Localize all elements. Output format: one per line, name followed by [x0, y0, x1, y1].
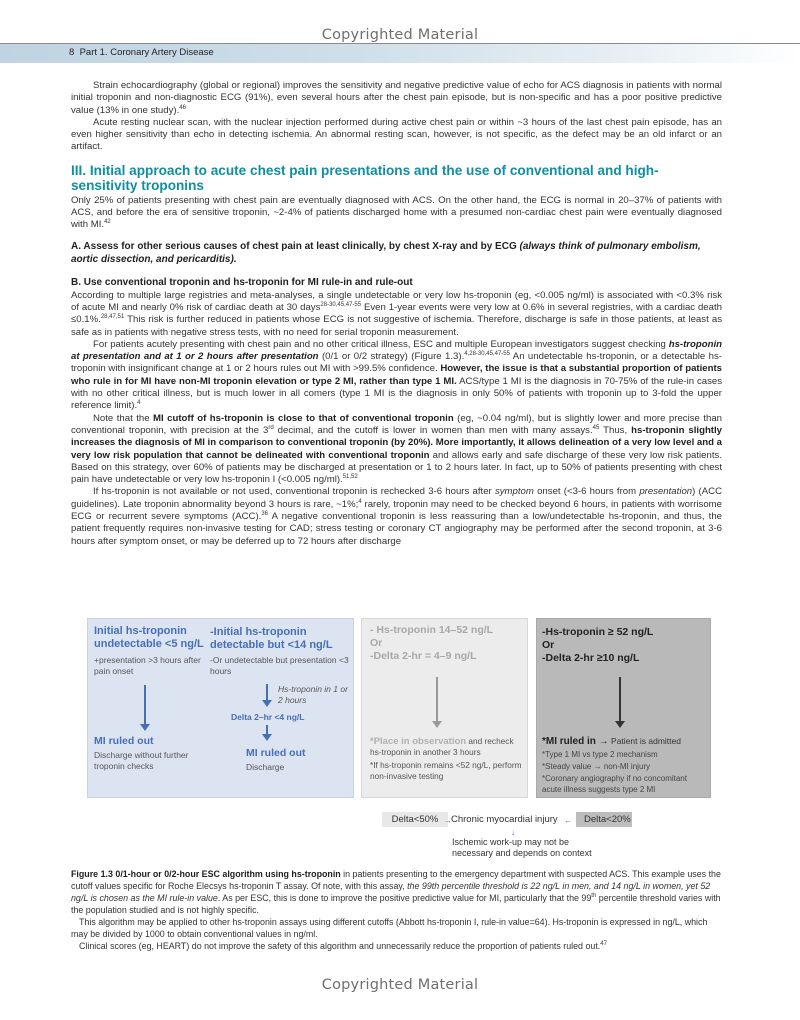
rule-in-result: *MI ruled in → Patient is admitted	[542, 736, 681, 747]
observe-line2: Or	[370, 637, 383, 649]
paragraph-esc-strategy: For patients acutely presenting with chest pain and no other critical illness, ESC and multiple European investigators suggest checking hs-troponin at presentation and at 1 or 2 hours after presentation (0/1 or 0/2 strategy) (Figure 1.3).$^{4,28-30,45,47-55}$ An undetectable hs-troponin, or a detectable hs-troponin with insignificant change at 1 or 2 hours rules out MI with >99.5% confidence. However, the issue is that a substantial proportion of patients who rule in for MI have non-MI troponin elevation or type 2 MI, rather than type 1 MI. ACS/type 1 MI is the diagnosis in 70-75% of the rule-in cases with no other critical illness, but is much lower in all comers (type 1 MI is the diagnosis in only 50% of patients with troponin up to 3-fold the upper reference limit).$^4$	[71, 338, 722, 412]
col1-arrow-icon	[144, 685, 146, 725]
paragraph-acs-stats: Only 25% of patients presenting with chest pain are eventually diagnosed with ACS. On the other hand, the ECG is normal in 20–37% of patients with ACS, and before the era of sensitive troponin, ~2-4% of patients discharged home with a presumed non-cardiac chest pain were eventually diagnosed with MI.$^{42}$	[71, 194, 722, 231]
rule-out-box	[87, 618, 354, 798]
rule-in-box	[536, 618, 711, 798]
arrow-left-icon: ←	[564, 816, 572, 825]
col1-heading: Initial hs-troponin undetectable <5 ng/L	[94, 625, 204, 650]
body-text	[71, 80, 722, 548]
paragraph-strain-echo: Strain echocardiography (global or regional) improves the sensitivity and negative predictive value of echo for ACS diagnosis in patients with normal initial troponin and non-diagnostic ECG (91%), even several hours after the chest pain episode, but is non-specific and has a poor positive predictive value (13% in one study).$^{46}$	[71, 80, 722, 116]
col2-delta: Delta 2–hr <4 ng/L	[231, 712, 305, 722]
col1-result: MI ruled out	[94, 735, 154, 747]
rule-in-arrow-icon	[619, 677, 621, 722]
col2-arrow-label: Hs-troponin in 1 or 2 hours	[278, 684, 348, 705]
col1-result-note: Discharge without further troponin checks	[94, 750, 189, 771]
observe-result-2: *If hs-troponin remains <52 ng/L, perform non-invasive testing	[370, 760, 522, 781]
observe-line3: -Delta 2-hr = 4–9 ng/L	[370, 650, 477, 662]
observe-line1: - Hs-troponin 14–52 ng/L	[370, 624, 494, 636]
paragraph-conventional-troponin: If hs-troponin is not available or not used, conventional troponin is rechecked 3-6 hours after symptom onset (<3-6 hours from presentation) (ACC guidelines). Late troponin abnormality beyond 3 hours is rare, ~1%;$^4$ rarely, troponin may need to be checked beyond 6 hours, in patients with worrisome ECG or recurrent severe symptoms (ACC).$^{36}$ A negative conventional troponin is less reassuring than a low/undetectable hs-troponin, and thus, the patient frequently requires non-invasive testing for CAD; stress testing or coronary CT angiography may be performed after the second troponin, at 3-6 hours after symptom onset, or may be deferred up to 72 hours after discharge	[71, 486, 722, 547]
watermark-top: Copyrighted Material	[321, 27, 479, 43]
col2-result: MI ruled out	[246, 747, 306, 759]
rule-in-line1: -Hs-troponin ≥ 52 ng/L	[542, 626, 654, 638]
caption-paragraph-3: Clinical scores (eg, HEART) do not improve the safety of this algorithm and unnecessarily reduce the proportion of patients ruled out.$^{47}$	[79, 941, 607, 951]
col2-result-note: Discharge	[246, 762, 285, 772]
page-number: 8	[69, 47, 75, 58]
subheading-b: B. Use conventional troponin and hs-troponin for MI rule-in and rule-out	[71, 276, 413, 288]
rule-in-bullet: *Coronary angiography if no concomitant acute illness suggests type 2 MI	[542, 774, 687, 794]
observe-result: *Place in observation and recheck hs-troponin in another 3 hours	[370, 736, 514, 757]
watermark-bottom: Copyrighted Material	[321, 977, 479, 993]
delta-right-badge: Delta<20%	[576, 812, 632, 827]
observe-box	[361, 618, 528, 798]
paragraph-nuclear-scan: Acute resting nuclear scan, with the nuclear injection performed during active chest pain or within ~3 hours of the last chest pain episode, has an even higher sensitivity than echo in detecting ischemia. An abnormal resting scan, however, is not specific, as the defect may be an old infarct or an artifact.	[71, 116, 722, 153]
col1-note: +presentation >3 hours after pain onset	[94, 655, 201, 676]
part-title: Part 1. Coronary Artery Disease	[79, 47, 214, 58]
caption-paragraph-1: Figure 1.3 0/1-hour or 0/2-hour ESC algorithm using hs-troponin in patients presenting to the emergency department with suspected ACS. This example uses the cutoff values specific for Roche Elecsys hs-troponin T assay. Of note, with this assay, the 99th percentile threshold is 22 ng/L in men, and 14 ng/L in women, yet 52 ng/L is chosen as the MI rule-in value. As per ESC, this is done to improve the positive predictive value for MI, particularly that the 99th percentile threshold varies with the population studied and is not highly specific.	[71, 869, 721, 915]
paragraph-registries: According to multiple large registries and meta-analyses, a single undetectable or very low hs-troponin (eg, <0.005 ng/ml) is associated with <0.3% risk of acute MI and nearly 0% risk of cardiac death at 30 days$^{28-30,45,47-55}$ Even 1-year events were very low at 0.6% in several registries, with a cardiac death ≤0.1%.$^{28,47,51}$ This risk is further reduced in patients whose ECG is not suggestive of ischemia. Therefore, discharge is safe in those patients, at least as safe as in patients with negative stress tests, with no need for serial troponin measurement.	[71, 289, 722, 338]
figure-esc-algorithm	[87, 618, 721, 860]
chronic-injury-label: Chronic myocardial injury	[451, 814, 558, 825]
arrow-down-icon: ↓	[511, 828, 515, 837]
col2-arrow2-icon	[266, 725, 268, 735]
paragraph-mi-cutoff: Note that the MI cutoff of hs-troponin is close to that of conventional troponin (eg, ~0.04 ng/ml), but is slightly lower and more precise than conventional troponin, with precision at the 3rd decimal, and the cutoff is lower in women than men with many assays.$^{45}$ Thus, hs-troponin slightly increases the diagnosis of MI in comparison to conventional troponin (by 20%). More importantly, it allows delineation of a very low level and a very low risk population that cannot be delineated with conventional troponin and allows early and safe discharge of these very low risk patients. Based on this strategy, over 60% of patients may be discharged at presentation or 1 to 2 hours later. In fact, up to 50% of patients presenting with chest pain have undetectable or very low hs-troponin I (<0.005 ng/ml).$^{51,52}$	[71, 412, 723, 486]
rule-in-bullet: *Steady value → non-MI injury	[542, 762, 651, 771]
rule-in-line2: Or	[542, 639, 555, 651]
ischemic-workup-note: Ischemic work-up may not be necessary and depends on context	[452, 837, 592, 858]
col2-note: -Or undetectable but presentation <3 hours	[210, 655, 349, 676]
section-heading: III. Initial approach to acute chest pain presentations and the use of conventional and high-sensitivity troponins	[71, 162, 659, 193]
rule-in-bullet: *Type 1 MI vs type 2 mechanism	[542, 750, 658, 759]
arrow-right-icon: →	[444, 816, 452, 825]
running-header-text	[69, 47, 214, 58]
col2-arrow-icon	[266, 684, 268, 701]
col2-heading: -Initial hs-troponin detectable but <14 ng/L	[210, 626, 333, 651]
subheading-a: A. Assess for other serious causes of chest pain at least clinically, by chest X-ray and by ECG (always think of pulmonary embolism, aortic dissection, and pericarditis).	[71, 240, 701, 265]
running-header	[0, 43, 800, 63]
delta-left-badge: Delta<50%	[382, 812, 448, 827]
caption-paragraph-2: This algorithm may be applied to other hs-troponin assays using different cutoffs (Abbott hs-troponin I, rule-in value=64). Hs-troponin is expressed in ng/L, which may be divided by 1000 to obtain conventional values in ng/ml.	[71, 917, 708, 939]
figure-caption	[71, 868, 726, 952]
observe-arrow-icon	[436, 677, 438, 722]
rule-in-line3: -Delta 2-hr ≥10 ng/L	[542, 652, 640, 664]
